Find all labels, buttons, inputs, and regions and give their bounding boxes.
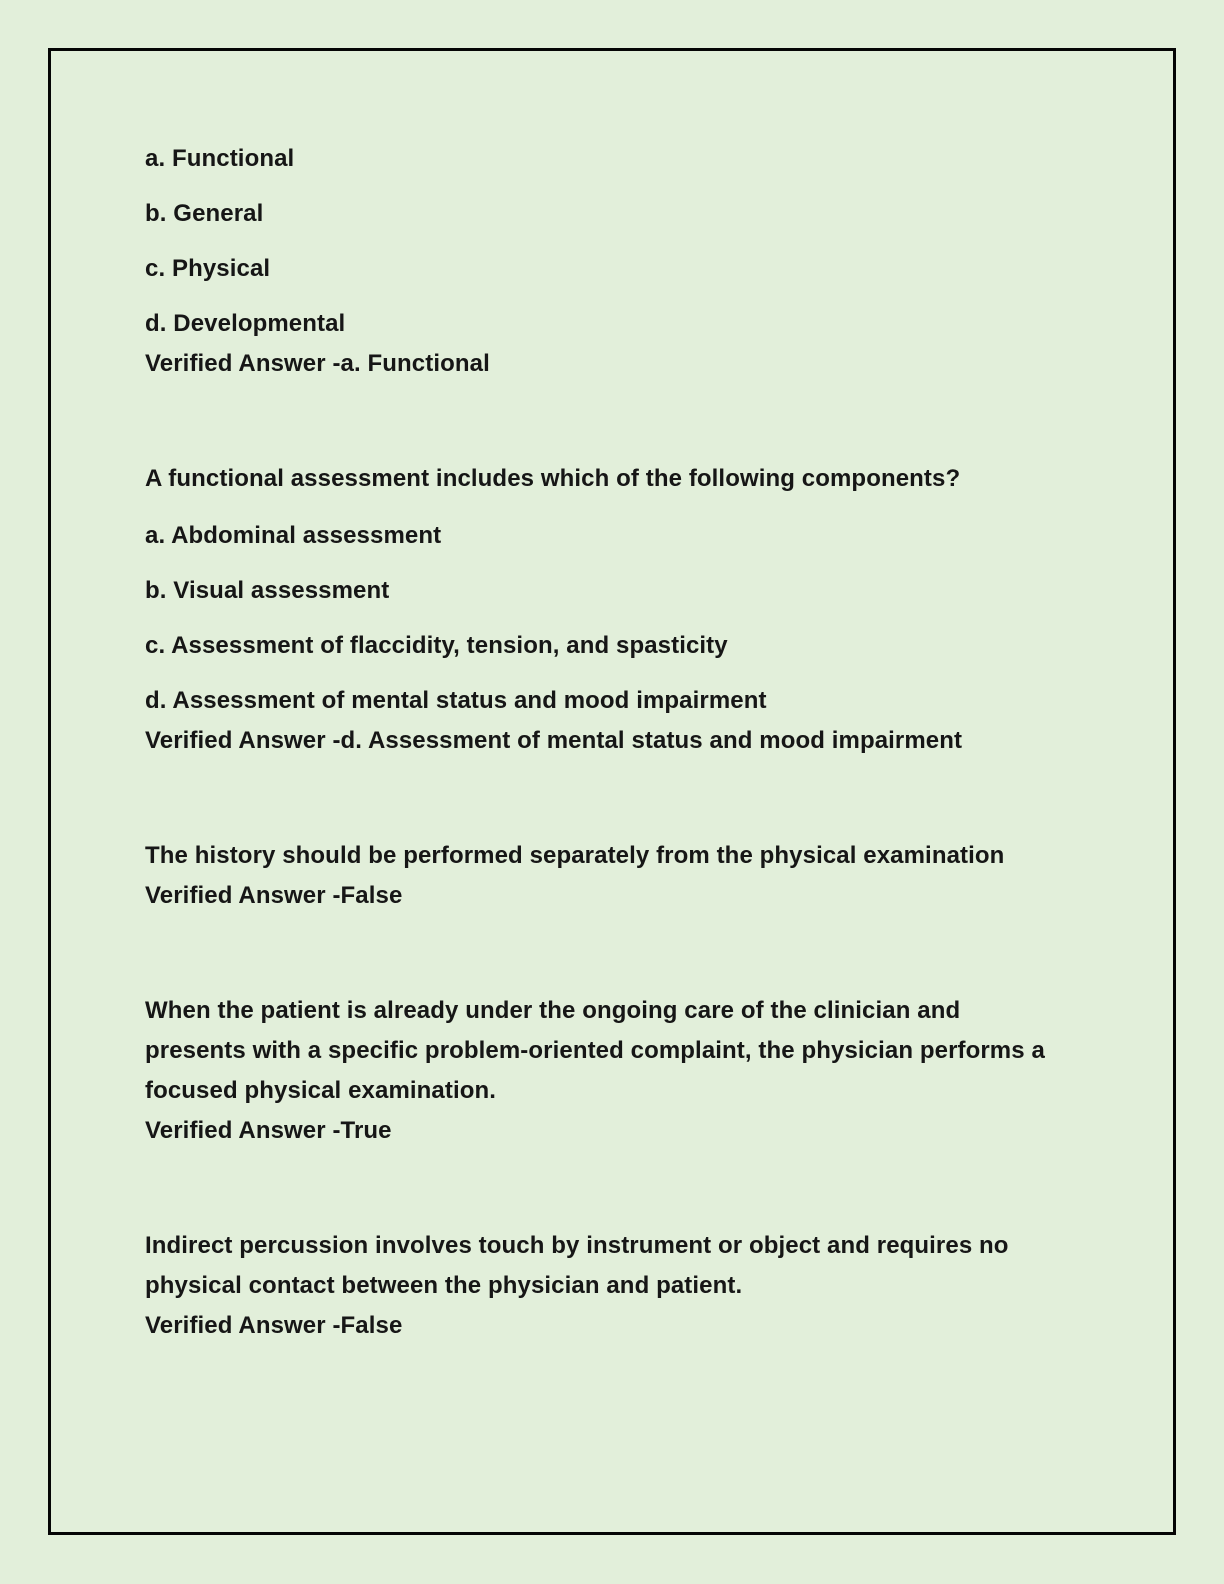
statement-text: Indirect percussion involves touch by instrument or object and requires no physical contact between the physician and patient. xyxy=(145,1232,1009,1299)
option-a: a. Functional xyxy=(145,145,295,172)
question-block-2 xyxy=(145,459,1143,761)
question-block-1 xyxy=(145,139,1143,384)
option-d: d. Developmental xyxy=(145,310,346,337)
verified-answer: Verified Answer -False xyxy=(145,882,403,909)
verified-answer: Verified Answer -False xyxy=(145,1312,403,1339)
question-block-5 xyxy=(145,1226,1143,1346)
document-content xyxy=(51,51,1173,1346)
question-block-4 xyxy=(145,991,1143,1151)
option-d: d. Assessment of mental status and mood impairment xyxy=(145,687,767,714)
page-border xyxy=(48,48,1176,1535)
option-c: c. Assessment of flaccidity, tension, and spasticity xyxy=(145,632,728,659)
question-text: A functional assessment includes which of the following components? xyxy=(145,465,961,492)
option-b: b. Visual assessment xyxy=(145,577,390,604)
statement-text: When the patient is already under the ongoing care of the clinician and presents with a specific problem-oriented complaint, the physician performs a focused physical examination. xyxy=(145,997,1045,1104)
verified-answer: Verified Answer -True xyxy=(145,1117,392,1144)
option-a: a. Abdominal assessment xyxy=(145,522,442,549)
option-c: c. Physical xyxy=(145,255,271,282)
option-b: b. General xyxy=(145,200,264,227)
statement-text: The history should be performed separately from the physical examination xyxy=(145,842,1005,869)
verified-answer: Verified Answer -a. Functional xyxy=(145,350,490,377)
question-block-3 xyxy=(145,836,1143,916)
verified-answer: Verified Answer -d. Assessment of mental status and mood impairment xyxy=(145,727,963,754)
